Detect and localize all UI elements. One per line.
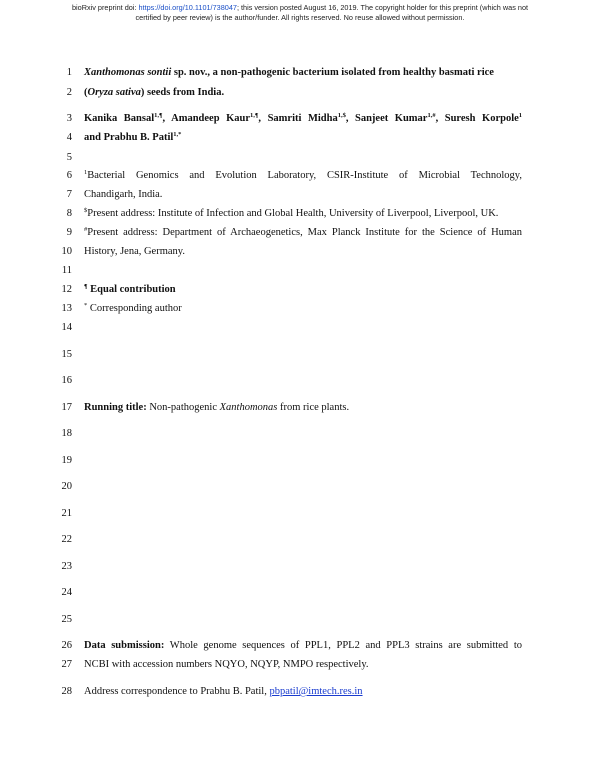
correspondence-line xyxy=(84,685,522,699)
running-title-genus: Xanthomonas xyxy=(219,402,278,413)
author-name: Samriti Midha xyxy=(267,113,338,124)
data-submission-line-2: NCBI with accession numbers NQYO, NQYP, NMPO respectively. xyxy=(84,659,369,670)
line-number: 4 xyxy=(66,132,72,143)
author-separator: , xyxy=(258,113,268,124)
data-submission-line-1 xyxy=(84,639,522,653)
affiliation-text: Present address: Institute of Infection and Global Health, University of Liverpool, Liverpool, UK. xyxy=(87,208,499,219)
author-affiliation-mark: 1,¶ xyxy=(154,112,163,119)
data-submission-label: Data submission: xyxy=(84,640,165,651)
header-line-1 xyxy=(0,3,600,13)
affiliation-mark: 1 xyxy=(84,169,88,176)
paper-title-line-1 xyxy=(84,66,522,80)
author-separator: , xyxy=(345,113,355,124)
line-number: 6 xyxy=(66,170,72,181)
line-number: 16 xyxy=(61,375,72,386)
running-title xyxy=(84,401,522,415)
line-number: 26 xyxy=(61,640,72,651)
author-last xyxy=(84,131,522,145)
running-title-text: Non-pathogenic xyxy=(146,402,220,413)
line-number: 10 xyxy=(61,246,72,257)
correspondence-text: Address correspondence to Prabhu B. Patil, xyxy=(84,686,270,697)
line-number: 1 xyxy=(66,67,72,78)
line-number: 20 xyxy=(61,481,72,492)
title-host: Oryza sativa xyxy=(87,87,141,98)
line-number: 28 xyxy=(61,686,72,697)
equal-contribution-note xyxy=(84,283,522,297)
corresponding-author-note xyxy=(84,302,522,316)
preprint-header xyxy=(0,3,600,22)
line-number: 3 xyxy=(66,113,72,124)
header-line-2: certified by peer review) is the author/funder. All rights reserved. No reuse allowed without permission. xyxy=(135,12,465,22)
line-number: 2 xyxy=(66,87,72,98)
affiliation-1-line-1 xyxy=(84,169,522,183)
line-number: 23 xyxy=(61,561,72,572)
author xyxy=(268,113,355,124)
affiliation-2 xyxy=(84,207,522,221)
affiliation-mark: $ xyxy=(84,207,88,214)
affiliation-text: Bacterial Genomics and Evolution Laboratory, CSIR-Institute of Microbial Technology, xyxy=(87,170,522,181)
author xyxy=(445,113,522,124)
line-number: 27 xyxy=(61,659,72,670)
header-prefix: bioRxiv preprint doi: xyxy=(71,3,139,12)
author xyxy=(171,113,267,124)
header-suffix: ; this version posted August 16, 2019. The copyright holder for this preprint (which was not xyxy=(236,3,529,12)
author-list xyxy=(84,112,522,126)
author-name: Sanjeet Kumar xyxy=(355,113,428,124)
line-number: 19 xyxy=(61,455,72,466)
line-number: 12 xyxy=(61,284,72,295)
author-affiliation-mark: 1,# xyxy=(427,112,436,119)
title-text: sp. nov., a non-pathogenic bacterium isolated from healthy basmati rice xyxy=(171,67,494,78)
affiliation-mark: # xyxy=(84,226,88,233)
paper-title-line-2 xyxy=(84,86,522,100)
author-affiliation-mark: 1 xyxy=(518,112,523,119)
note-text: Corresponding author xyxy=(87,303,182,314)
line-number: 11 xyxy=(61,265,72,276)
line-number: 7 xyxy=(66,189,72,200)
author-and: and xyxy=(84,132,104,143)
running-title-text-end: from rice plants. xyxy=(277,402,350,413)
line-number: 17 xyxy=(61,402,72,413)
line-number: 21 xyxy=(61,508,72,519)
author-affiliation-mark: 1,$ xyxy=(337,112,346,119)
note-mark: ¶ xyxy=(84,283,88,290)
author-name: Prabhu B. Patil xyxy=(103,132,174,143)
author-name: Amandeep Kaur xyxy=(171,113,251,124)
affiliation-text: Present address: Department of Archaeogenetics, Max Planck Institute for the Science of Human xyxy=(87,227,522,238)
author-separator: , xyxy=(162,113,172,124)
author-name: Kanika Bansal xyxy=(84,113,155,124)
title-paren: ( xyxy=(84,87,88,98)
author-name: Suresh Korpole xyxy=(444,113,519,124)
author-affiliation-mark: 1,¶ xyxy=(250,112,259,119)
author-affiliation-mark: 1,* xyxy=(173,131,182,138)
line-number: 14 xyxy=(61,322,72,333)
author xyxy=(355,113,445,124)
line-number: 25 xyxy=(61,614,72,625)
author xyxy=(84,113,171,124)
line-number: 24 xyxy=(61,587,72,598)
note-mark: * xyxy=(84,302,88,309)
data-submission-text: Whole genome sequences of PPL1, PPL2 and PPL3 strains are submitted to xyxy=(164,640,522,651)
title-species: Xanthomonas sontii xyxy=(84,67,172,78)
line-number: 9 xyxy=(66,227,72,238)
affiliation-3-line-2: History, Jena, Germany. xyxy=(84,246,185,257)
line-number: 15 xyxy=(61,349,72,360)
doi-link[interactable]: https://doi.org/10.1101/738047 xyxy=(138,3,237,12)
email-link[interactable]: pbpatil@imtech.res.in xyxy=(269,686,363,697)
author-separator: , xyxy=(435,113,445,124)
affiliation-3-line-1 xyxy=(84,226,522,240)
title-text-end: ) seeds from India. xyxy=(140,87,225,98)
line-number: 18 xyxy=(61,428,72,439)
line-number: 5 xyxy=(66,152,72,163)
line-number: 13 xyxy=(61,303,72,314)
line-number: 22 xyxy=(61,534,72,545)
running-title-label: Running title: xyxy=(84,402,147,413)
affiliation-1-line-2: Chandigarh, India. xyxy=(84,189,163,200)
line-number: 8 xyxy=(66,208,72,219)
note-text: Equal contribution xyxy=(87,284,176,295)
